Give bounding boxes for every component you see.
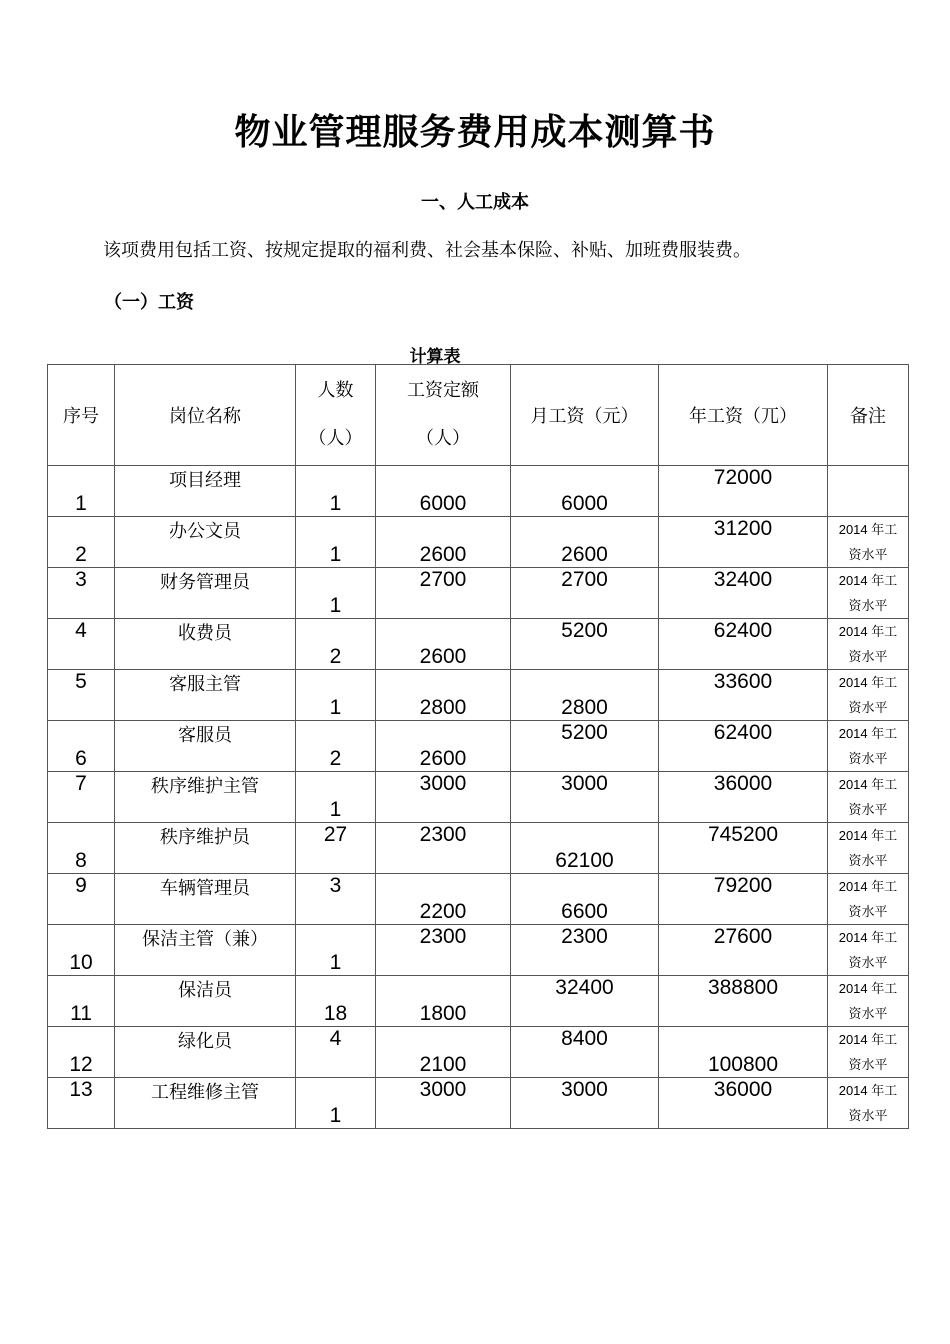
table-row (48, 772, 909, 823)
row-note-line2: 资水平 (848, 751, 888, 766)
row-note (828, 1078, 909, 1129)
row-note (828, 925, 909, 976)
intro-paragraph: 该项费用包括工资、按规定提取的福利费、社会基本保险、补贴、加班费服装费。 (103, 240, 751, 261)
row-quota: 2700 (376, 568, 511, 619)
row-count: 1 (296, 772, 376, 823)
row-no: 13 (48, 1078, 115, 1129)
table-row (48, 670, 909, 721)
row-note-line2: 资水平 (848, 1006, 888, 1021)
row-note-line1: 2014 年工 (838, 981, 898, 996)
header-quota (376, 365, 511, 466)
row-position: 车辆管理员 (115, 874, 296, 925)
row-note-line2: 资水平 (848, 1057, 888, 1072)
row-monthly: 32400 (511, 976, 659, 1027)
row-no: 5 (48, 670, 115, 721)
row-no: 2 (48, 517, 115, 568)
row-no: 4 (48, 619, 115, 670)
row-note-line1: 2014 年工 (838, 930, 898, 945)
row-monthly: 8400 (511, 1027, 659, 1078)
row-note (828, 874, 909, 925)
row-note (828, 772, 909, 823)
row-annual: 36000 (659, 772, 828, 823)
row-monthly: 2600 (511, 517, 659, 568)
row-quota: 2300 (376, 823, 511, 874)
row-count: 18 (296, 976, 376, 1027)
row-monthly: 3000 (511, 1078, 659, 1129)
header-no: 序号 (48, 365, 115, 466)
table-header-row (48, 365, 909, 466)
row-note-line2: 资水平 (848, 1108, 888, 1123)
header-count-line1: 人数 (317, 380, 354, 401)
row-note (828, 670, 909, 721)
row-annual: 79200 (659, 874, 828, 925)
row-position: 收费员 (115, 619, 296, 670)
row-count: 2 (296, 721, 376, 772)
row-monthly: 6600 (511, 874, 659, 925)
row-note-line1: 2014 年工 (838, 624, 898, 639)
row-quota: 2600 (376, 517, 511, 568)
table-row (48, 1078, 909, 1129)
row-note-line2: 资水平 (848, 802, 888, 817)
row-annual: 27600 (659, 925, 828, 976)
header-monthly: 月工资（元） (511, 365, 659, 466)
row-quota: 2100 (376, 1027, 511, 1078)
header-count (296, 365, 376, 466)
row-position: 项目经理 (115, 466, 296, 517)
row-annual: 62400 (659, 721, 828, 772)
row-no: 1 (48, 466, 115, 517)
row-position: 办公文员 (115, 517, 296, 568)
row-quota: 2300 (376, 925, 511, 976)
header-quota-line2: （人） (416, 428, 470, 449)
row-quota: 3000 (376, 772, 511, 823)
row-position: 客服员 (115, 721, 296, 772)
row-note-line2: 资水平 (848, 700, 888, 715)
row-no: 9 (48, 874, 115, 925)
row-note-line1: 2014 年工 (838, 726, 898, 741)
row-quota: 3000 (376, 1078, 511, 1129)
row-annual: 31200 (659, 517, 828, 568)
table-row (48, 1027, 909, 1078)
row-position: 保洁主管（兼） (115, 925, 296, 976)
row-note-line2: 资水平 (848, 547, 888, 562)
row-monthly: 2300 (511, 925, 659, 976)
table-row (48, 619, 909, 670)
row-monthly: 2700 (511, 568, 659, 619)
header-note: 备注 (828, 365, 909, 466)
row-note-line1: 2014 年工 (838, 879, 898, 894)
table-row (48, 517, 909, 568)
row-count: 27 (296, 823, 376, 874)
row-position: 客服主管 (115, 670, 296, 721)
row-annual: 36000 (659, 1078, 828, 1129)
row-monthly: 62100 (511, 823, 659, 874)
table-row (48, 466, 909, 517)
row-note-line1: 2014 年工 (838, 828, 898, 843)
row-note (828, 568, 909, 619)
row-monthly: 3000 (511, 772, 659, 823)
row-count: 1 (296, 517, 376, 568)
row-note-line2: 资水平 (848, 853, 888, 868)
row-note-line1: 2014 年工 (838, 675, 898, 690)
row-note-line1: 2014 年工 (838, 522, 898, 537)
table-row (48, 976, 909, 1027)
salary-table (47, 364, 909, 1129)
row-annual: 388800 (659, 976, 828, 1027)
row-position: 工程维修主管 (115, 1078, 296, 1129)
table-row (48, 925, 909, 976)
row-annual: 72000 (659, 466, 828, 517)
row-position: 财务管理员 (115, 568, 296, 619)
row-quota: 2600 (376, 721, 511, 772)
row-annual: 745200 (659, 823, 828, 874)
table-row (48, 721, 909, 772)
row-monthly: 2800 (511, 670, 659, 721)
row-note-line1: 2014 年工 (838, 1083, 898, 1098)
row-quota: 1800 (376, 976, 511, 1027)
row-note-line1: 2014 年工 (838, 777, 898, 792)
row-note-line1: 2014 年工 (838, 573, 898, 588)
row-count: 1 (296, 925, 376, 976)
row-note (828, 721, 909, 772)
row-note (828, 976, 909, 1027)
row-monthly: 5200 (511, 721, 659, 772)
row-note (828, 823, 909, 874)
subsection-heading: （一）工资 (104, 292, 194, 313)
section-heading: 一、人工成本 (421, 192, 529, 213)
row-position: 秩序维护主管 (115, 772, 296, 823)
row-count: 2 (296, 619, 376, 670)
row-count: 1 (296, 1078, 376, 1129)
row-no: 3 (48, 568, 115, 619)
header-position: 岗位名称 (115, 365, 296, 466)
table-row (48, 874, 909, 925)
row-count: 1 (296, 466, 376, 517)
header-annual: 年工资（兀） (659, 365, 828, 466)
row-no: 6 (48, 721, 115, 772)
row-no: 12 (48, 1027, 115, 1078)
row-quota: 2800 (376, 670, 511, 721)
row-note (828, 619, 909, 670)
header-quota-line1: 工资定额 (407, 380, 479, 401)
table-row (48, 823, 909, 874)
row-position: 保洁员 (115, 976, 296, 1027)
row-note-line2: 资水平 (848, 649, 888, 664)
row-note (828, 1027, 909, 1078)
row-note-line1: 2014 年工 (838, 1032, 898, 1047)
row-quota: 2200 (376, 874, 511, 925)
document-title: 物业管理服务费用成本测算书 (234, 112, 716, 153)
row-count: 3 (296, 874, 376, 925)
row-annual: 33600 (659, 670, 828, 721)
row-quota: 2600 (376, 619, 511, 670)
row-note-line2: 资水平 (848, 955, 888, 970)
row-no: 11 (48, 976, 115, 1027)
row-annual: 100800 (659, 1027, 828, 1078)
row-note (828, 466, 909, 517)
row-annual: 32400 (659, 568, 828, 619)
row-position: 秩序维护员 (115, 823, 296, 874)
row-position: 绿化员 (115, 1027, 296, 1078)
row-count: 4 (296, 1027, 376, 1078)
row-monthly: 5200 (511, 619, 659, 670)
row-note-line2: 资水平 (848, 904, 888, 919)
table-row (48, 568, 909, 619)
table-caption: 计算表 (409, 347, 461, 367)
row-no: 10 (48, 925, 115, 976)
row-monthly: 6000 (511, 466, 659, 517)
row-note-line2: 资水平 (848, 598, 888, 613)
row-count: 1 (296, 568, 376, 619)
row-annual: 62400 (659, 619, 828, 670)
row-no: 7 (48, 772, 115, 823)
row-quota: 6000 (376, 466, 511, 517)
row-no: 8 (48, 823, 115, 874)
header-count-line2: （人） (308, 428, 363, 449)
row-note (828, 517, 909, 568)
row-count: 1 (296, 670, 376, 721)
